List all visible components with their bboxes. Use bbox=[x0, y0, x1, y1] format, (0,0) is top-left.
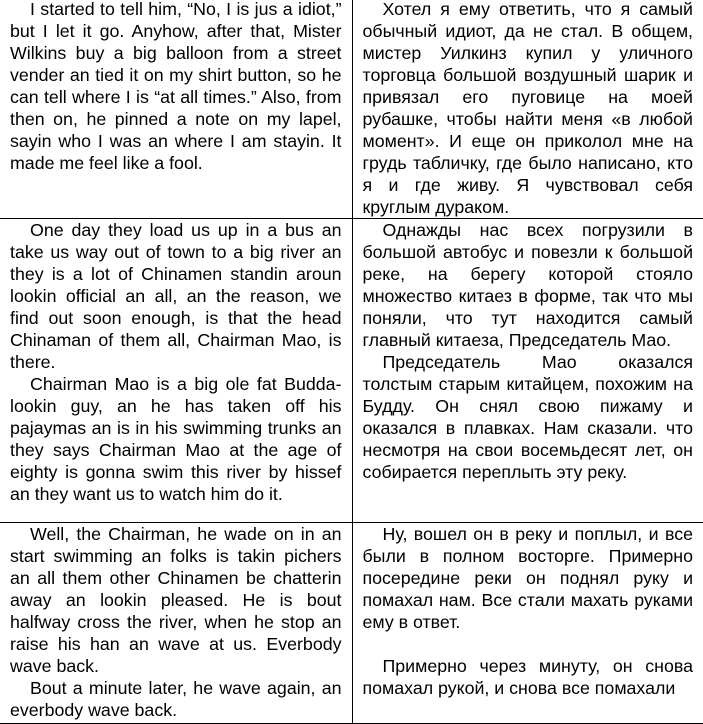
table-row bbox=[0, 523, 703, 724]
english-paragraph: Bout a minute later, he wave again, an everbody wave back. bbox=[10, 678, 342, 720]
english-paragraph: Well, the Chairman, he wade on in an start swimming an folks is takin pichers an all them other Chinamen be chatterin away an lookin pleased. He is bout halfway cross the river, when he stop an raise his han an wave at us. Everbody wave back. bbox=[10, 524, 342, 676]
russian-cell bbox=[352, 0, 703, 219]
russian-paragraph: Председатель Мао оказался толстым старым китайцем, похожим на Будду. Он снял свою пижаму и оказался в плавках. Нам сказали. что несмотря на свои восемьдесят лет, он собирается переплыть эту реку. bbox=[362, 352, 693, 482]
russian-paragraph: Однажды нас всех погрузили в большой автобус и повезли к большой реке, на берегу которой стояло множество китаез в форме, так что мы поняли, что тут находится самый главный китаеза, Председатель Мао. bbox=[362, 220, 693, 350]
russian-paragraph: Ну, вошел он в реку и поплыл, и все были в полном восторге. Примерно посередине реки он поднял руку и помахал нам. Все стали махать руками ему в ответ. bbox=[362, 524, 693, 632]
russian-cell bbox=[352, 219, 703, 523]
russian-cell bbox=[352, 523, 703, 724]
english-paragraph: One day they load us up in a bus an take us way out of town to a big river an they is a lot of Chinamen standin aroun lookin official an all, an the reason, we find out soon enough, is that the head Chinaman of them all, Chairman Mao, is there. bbox=[10, 220, 342, 372]
table-row bbox=[0, 0, 703, 219]
english-cell bbox=[0, 523, 352, 724]
english-paragraph: Chairman Mao is a big ole fat Budda-lookin guy, an he has taken off his pajaymas an is in his swimming trunks an they says Chairman Mao at the age of eighty is gonna swim this river by hissef an they want us to watch him do it. bbox=[10, 374, 342, 504]
russian-paragraph: Примерно через минуту, он снова помахал рукой, и снова все помахали bbox=[362, 656, 693, 698]
paragraph-spacer bbox=[363, 633, 694, 655]
russian-paragraph: Хотел я ему ответить, что я самый обычный идиот, да не стал. В общем, мистер Уилкинз купил у уличного торговца большой воздушный шарик и привязал его пуговице на моей рубашке, чтобы найти меня «в любой момент». И еще он приколол мне на грудь табличку, где было написано, кто я и где живу. Я чувствовал себя круглым дураком. bbox=[362, 0, 693, 217]
english-cell bbox=[0, 219, 352, 523]
table-row bbox=[0, 219, 703, 523]
english-paragraph: I started to tell him, “No, I is jus a idiot,” but I let it go. Anyhow, after that, Mister Wilkins buy a big balloon from a street vender an tied it on my shirt button, so he can tell where I is “at all times.” Also, from then on, he pinned a note on my lapel, sayin who I was an where I am stayin. It made me feel like a fool. bbox=[10, 0, 342, 173]
english-cell bbox=[0, 0, 352, 219]
